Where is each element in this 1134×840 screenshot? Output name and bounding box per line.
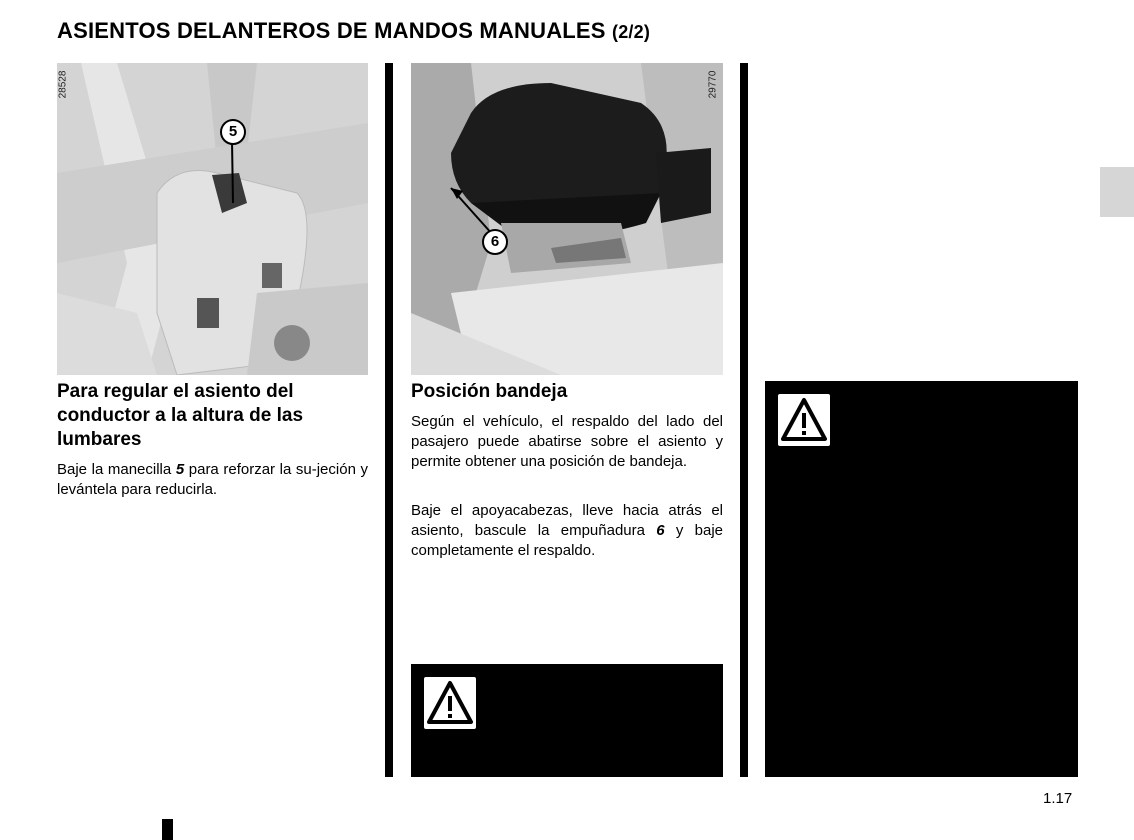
callout-6: 6 (482, 229, 508, 255)
tray-section-heading: Posición bandeja (411, 381, 568, 402)
lever-number: 5 (175, 461, 185, 478)
warning-box-large (765, 381, 1078, 777)
tray-seat-illustration (411, 63, 723, 375)
lumbar-instructions (57, 460, 368, 500)
figure-reference-number: 29770 (707, 70, 719, 99)
warning-box-small (411, 664, 723, 777)
tray-paragraph-2 (411, 501, 723, 561)
callout-5: 5 (220, 119, 246, 145)
column-divider (740, 63, 748, 777)
tray-text-start: Baje el apoyacabezas, lleve hacia atrás el asiento, bascule la empuñadura (411, 502, 723, 539)
chapter-tab (1100, 167, 1134, 217)
warning-triangle-icon (424, 677, 476, 729)
page-number: 1.17 (1043, 790, 1073, 807)
tray-position-photo (411, 63, 723, 375)
tray-paragraph-1: Según el vehículo, el respaldo del lado del pasajero puede abatirse sobre el asiento y permite obtener una posición de bandeja. (411, 413, 723, 470)
lumbar-lever-illustration (57, 63, 368, 375)
handle-number: 6 (656, 522, 665, 539)
lumbar-lever-photo (57, 63, 368, 375)
page-title-text: ASIENTOS DELANTEROS DE MANDOS MANUALES (57, 18, 606, 43)
column-divider (385, 63, 393, 777)
lumbar-text-end: para reforzar la su-jeción y levántela para reducirla. (57, 461, 369, 498)
lumbar-text-start: Baje la manecilla (57, 461, 176, 478)
tray-text-end: y baje completamente el respaldo. (411, 522, 724, 559)
page-title-suffix: (2/2) (612, 22, 651, 42)
figure-reference-number: 28528 (57, 70, 69, 99)
lumbar-section-heading: Para regular el asiento del conductor a la altura de las lumbares (57, 381, 304, 450)
warning-triangle-icon (778, 394, 830, 446)
page-title (57, 18, 650, 44)
footer-mark (162, 819, 173, 840)
